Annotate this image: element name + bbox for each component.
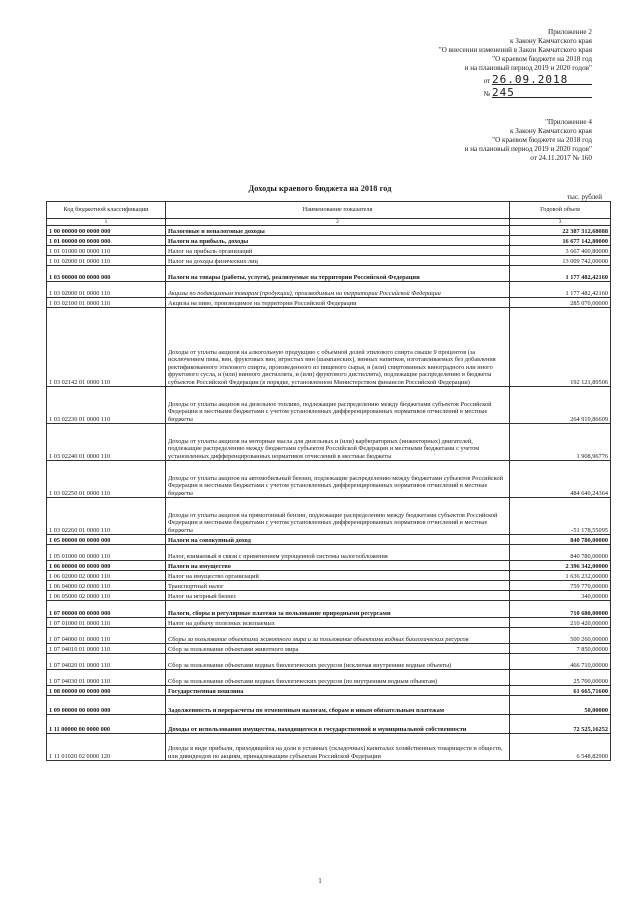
table-row (47, 298, 611, 308)
table-row (47, 387, 611, 424)
row-value-cell: 285 070,00000 (510, 298, 611, 308)
table-row (47, 734, 611, 761)
row-value-cell: 22 387 312,68088 (510, 226, 611, 236)
row-value-cell: 72 525,16252 (510, 715, 611, 734)
row-value-cell: 1 177 482,42160 (510, 266, 611, 282)
row-value-cell: 500 260,00000 (510, 628, 611, 644)
row-name-cell: Акцизы по подакцизным товарам (продукции), производимым на территории Российской Федерации (166, 282, 510, 298)
row-code-cell: 1 11 00000 00 0000 000 (47, 715, 166, 734)
header-date (292, 75, 592, 86)
header-line: к Закону Камчатского края (510, 37, 592, 45)
row-name-cell: Доходы в виде прибыли, приходящейся на доли в уставных (складочных) капиталах хозяйственных товариществ и обществ, или дивидендов по акциям, принадлежащим субъектам Российской Федерации (166, 734, 510, 761)
row-name-cell: Доходы от уплаты акцизов на дизельное топливо, подлежащие распределению между бюджетами субъектов Российской Федерации и местными бюджетами с учетом установленных дифференцированных нормативов отчислений в местные бюджеты (166, 387, 510, 424)
column-number-1: 1 (47, 219, 166, 226)
header-original (292, 118, 592, 163)
row-name-cell: Доходы от уплаты акцизов на прямогонный бензин, подлежащие распределению между бюджетами субъектов Российской Федерации и местными бюджетами с учетом установленных дифференцированных нормативов отчислений в местные бюджеты (166, 498, 510, 535)
row-name-cell: Сбор за пользование объектами животного мира (166, 644, 510, 654)
table-row (47, 424, 611, 461)
row-name-cell: Доходы от уплаты акцизов на автомобильный бензин, подлежащие распределению между бюджетами субъектов Российской Федерации и местными бюджетами с учетом установленных дифференцированных нормативов отчислений в местные бюджеты (166, 461, 510, 498)
row-value-cell: 192 121,89506 (510, 308, 611, 387)
header-line: Приложение 2 (548, 28, 592, 36)
row-name-cell: Доходы от уплаты акцизов на алкогольную продукцию с объемной долей этилового спирта свыше 9 процентов (за исключением пива, вин, фруктовых вин, игристых вин (шампанских), винных напитков, изготавливаемых без добавления ректификованного этилового спирта, произведенного из пищевого сырья, и (или) спиртованных виноградного или иного фруктового сусла, и (или) винного дистиллята, и (или) фруктового дистиллята), подлежащие распределению в бюджеты субъектов Российской Федерации (в порядке, установленном Министерством финансов Российской Федерации) (166, 308, 510, 387)
date-prefix: от (483, 77, 491, 85)
row-code-cell: 1 05 00000 00 0000 000 (47, 535, 166, 545)
table-row (47, 561, 611, 571)
header-line: и на плановый период 2019 и 2020 годов" (464, 64, 592, 72)
row-name-cell: Доходы от использования имущества, находящегося в государственной и муниципальной собственности (166, 715, 510, 734)
table-row (47, 246, 611, 256)
row-value-cell: 16 677 142,80000 (510, 236, 611, 246)
row-name-cell: Налоги на совокупный доход (166, 535, 510, 545)
row-name-cell: Транспортный налог (166, 581, 510, 591)
row-name-cell: Налоги на прибыль, доходы (166, 236, 510, 246)
row-value-cell: -51 178,55095 (510, 498, 611, 535)
row-value-cell: 759 770,00000 (510, 581, 611, 591)
row-code-cell: 1 03 02142 01 0000 110 (47, 308, 166, 387)
row-name-cell: Налог на игорный бизнес (166, 591, 510, 601)
document-title: Доходы краевого бюджета на 2018 год (248, 184, 392, 193)
table-row (47, 601, 611, 618)
page-number: 1 (318, 877, 322, 885)
table-row (47, 618, 611, 628)
header-amendment (292, 28, 592, 99)
row-code-cell: 1 05 01000 00 0000 110 (47, 545, 166, 561)
table-row (47, 535, 611, 545)
row-code-cell: 1 00 00000 00 0000 000 (47, 226, 166, 236)
date-value: 26.09.2018 (492, 75, 592, 85)
table-row (47, 498, 611, 535)
table-row (47, 696, 611, 715)
row-code-cell: 1 09 00000 00 0000 000 (47, 696, 166, 715)
table-row (47, 686, 611, 696)
row-code-cell: 1 06 00000 00 0000 000 (47, 561, 166, 571)
table-row (47, 545, 611, 561)
row-code-cell: 1 07 00000 00 0000 000 (47, 601, 166, 618)
row-code-cell: 1 03 02000 01 0000 110 (47, 282, 166, 298)
row-code-cell: 1 03 02240 01 0000 110 (47, 424, 166, 461)
column-number-2: 2 (166, 219, 510, 226)
column-header-name: Наименование показателя (166, 202, 510, 219)
number-value: 245 (492, 88, 592, 98)
row-name-cell: Задолженность и перерасчеты по отмененным налогам, сборам и иным обязательным платежам (166, 696, 510, 715)
row-value-cell: 1 636 232,00000 (510, 571, 611, 581)
row-value-cell: 2 396 342,00000 (510, 561, 611, 571)
row-value-cell: 840 780,00000 (510, 545, 611, 561)
row-code-cell: 1 03 00000 00 0000 000 (47, 266, 166, 282)
table-row (47, 715, 611, 734)
row-code-cell: 1 06 02000 02 0000 110 (47, 571, 166, 581)
row-code-cell: 1 07 04030 01 0000 110 (47, 670, 166, 686)
table-row (47, 256, 611, 266)
table-row (47, 644, 611, 654)
row-name-cell: Сборы за пользование объектами животного мира и за пользование объектами водных биологических ресурсов (166, 628, 510, 644)
row-name-cell: Налог на имущество организаций (166, 571, 510, 581)
table-row (47, 654, 611, 670)
header-line: "Приложение 4 (545, 118, 592, 126)
row-value-cell: 340,00000 (510, 591, 611, 601)
row-value-cell: 6 548,82900 (510, 734, 611, 761)
table-row (47, 282, 611, 298)
row-name-cell: Налог на прибыль организаций (166, 246, 510, 256)
row-code-cell: 1 03 02230 01 0000 110 (47, 387, 166, 424)
row-value-cell: 1 908,96776 (510, 424, 611, 461)
row-code-cell: 1 03 02250 01 0000 110 (47, 461, 166, 498)
row-name-cell: Доходы от уплаты акцизов на моторные масла для дизельных и (или) карбюраторных (инжекторных) двигателей, подлежащие распределению между бюджетами субъектов Российской Федерации и местными бюджетами с учетом установленных дифференцированных нормативов отчислений в местные бюджеты (166, 424, 510, 461)
row-code-cell: 1 08 00000 00 0000 000 (47, 686, 166, 696)
row-value-cell: 25 700,00000 (510, 670, 611, 686)
header-line: к Закону Камчатского края (510, 127, 592, 135)
row-value-cell: 840 780,00000 (510, 535, 611, 545)
table-row (47, 236, 611, 246)
row-value-cell: 264 919,86609 (510, 387, 611, 424)
row-name-cell: Налог на добычу полезных ископаемых (166, 618, 510, 628)
row-value-cell: 466 710,00000 (510, 654, 611, 670)
header-line: "О краевом бюджете на 2018 год (492, 55, 592, 63)
row-value-cell: 484 640,24364 (510, 461, 611, 498)
table-row (47, 308, 611, 387)
table-row (47, 266, 611, 282)
column-number-row (47, 219, 611, 226)
row-name-cell: Налоги на имущество (166, 561, 510, 571)
row-code-cell: 1 06 04000 02 0000 110 (47, 581, 166, 591)
row-value-cell: 13 009 742,00000 (510, 256, 611, 266)
row-code-cell: 1 07 01000 01 0000 110 (47, 618, 166, 628)
column-number-3: 3 (510, 219, 611, 226)
row-code-cell: 1 01 02000 01 0000 110 (47, 256, 166, 266)
header-line: и на плановый период 2019 и 2020 годов" (464, 145, 592, 153)
header-line: "О краевом бюджете на 2018 год (492, 136, 592, 144)
row-code-cell: 1 07 04020 01 0000 110 (47, 654, 166, 670)
row-value-cell: 210 420,00000 (510, 618, 611, 628)
table-row (47, 670, 611, 686)
number-prefix: № (483, 90, 491, 98)
revenue-table (46, 201, 611, 761)
header-line: от 24.11.2017 № 160 (530, 154, 592, 162)
unit-label: тыс. рублей (567, 193, 602, 201)
row-code-cell: 1 07 04010 01 0000 110 (47, 644, 166, 654)
row-name-cell: Налог, взимаемый в связи с применением упрощенной системы налогообложения (166, 545, 510, 561)
header-line: "О внесении изменений в Закон Камчатского края (438, 46, 592, 54)
row-code-cell: 1 01 01000 00 0000 110 (47, 246, 166, 256)
row-code-cell: 1 03 02260 01 0000 110 (47, 498, 166, 535)
table-row (47, 226, 611, 236)
row-name-cell: Налоги на товары (работы, услуги), реализуемые на территории Российской Федерации (166, 266, 510, 282)
row-value-cell: 50,00000 (510, 696, 611, 715)
row-name-cell: Сбор за пользование объектами водных биологических ресурсов (исключая внутренние водные объекты) (166, 654, 510, 670)
row-value-cell: 710 680,00000 (510, 601, 611, 618)
row-code-cell: 1 06 05000 02 0000 110 (47, 591, 166, 601)
row-name-cell: Государственная пошлина (166, 686, 510, 696)
row-value-cell: 3 667 400,80000 (510, 246, 611, 256)
row-name-cell: Акцизы на пиво, производимое на территории Российской Федерации (166, 298, 510, 308)
row-value-cell: 1 177 482,42160 (510, 282, 611, 298)
row-code-cell: 1 07 04000 01 0000 110 (47, 628, 166, 644)
row-code-cell: 1 01 00000 00 0000 000 (47, 236, 166, 246)
row-value-cell: 61 665,71600 (510, 686, 611, 696)
column-header-value: Годовой объем (510, 202, 611, 219)
table-row (47, 461, 611, 498)
row-name-cell: Налог на доходы физических лиц (166, 256, 510, 266)
table-header-row (47, 202, 611, 219)
row-name-cell: Налоговые и неналоговые доходы (166, 226, 510, 236)
table-row (47, 628, 611, 644)
table-row (47, 571, 611, 581)
table-body (47, 226, 611, 761)
row-code-cell: 1 03 02100 01 0000 110 (47, 298, 166, 308)
row-name-cell: Налоги, сборы и регулярные платежи за пользование природными ресурсами (166, 601, 510, 618)
row-value-cell: 7 850,00000 (510, 644, 611, 654)
header-number (292, 88, 592, 99)
table-row (47, 581, 611, 591)
row-name-cell: Сбор за пользование объектами водных биологических ресурсов (по внутренним водным объектам) (166, 670, 510, 686)
column-header-code: Код бюджетной классификации (47, 202, 166, 219)
row-code-cell: 1 11 01020 02 0000 120 (47, 734, 166, 761)
table-row (47, 591, 611, 601)
